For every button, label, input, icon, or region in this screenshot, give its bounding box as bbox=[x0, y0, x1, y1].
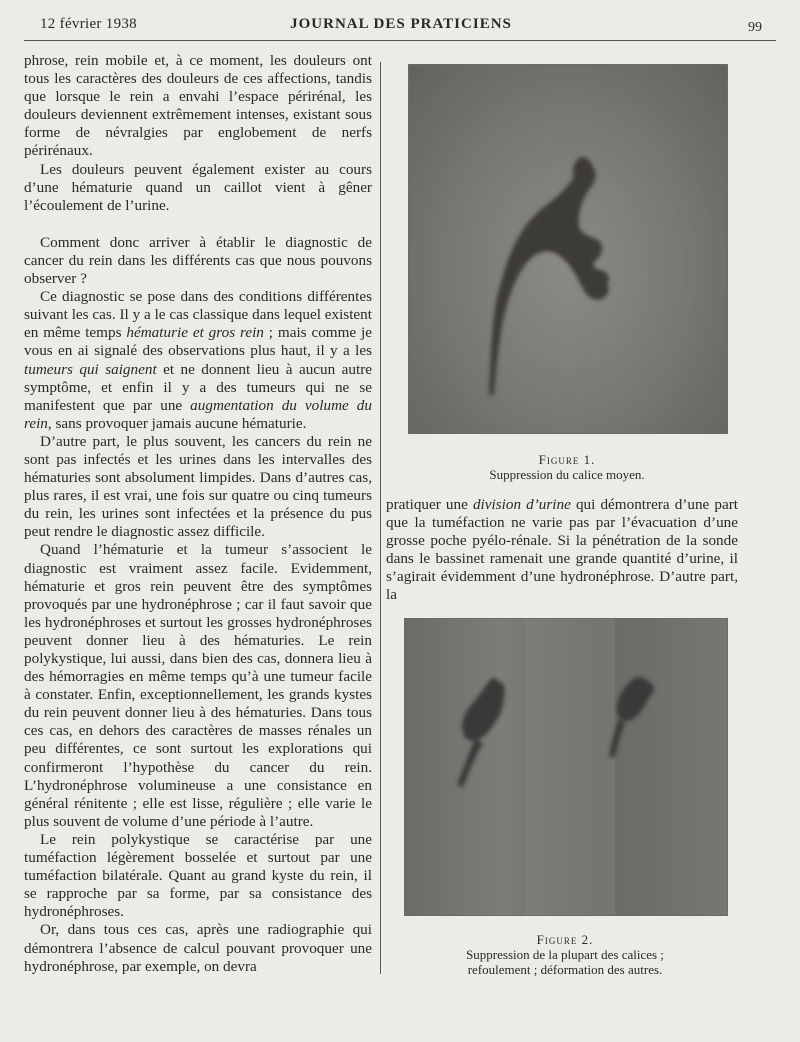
italic-term: division d’urine bbox=[472, 496, 571, 513]
paragraph: Les douleurs peuvent également exister au cours d’une hématurie quand un caillot vient à gêner l’écoulement de l’urine. bbox=[24, 160, 372, 214]
text-run: , sans provoquer jamais aucune hématurie. bbox=[47, 414, 307, 432]
right-column-text bbox=[386, 496, 738, 605]
page-number: 99 bbox=[748, 20, 762, 35]
radiograph-figure-2 bbox=[404, 618, 728, 916]
paragraph: Or, dans tous ces cas, après une radiographie qui démontrera l’absence de calcul pouvant provoquer une hydronéphrose, par exemple, on devra bbox=[24, 921, 372, 975]
issue-date: 12 février 1938 bbox=[40, 16, 137, 32]
paragraph: Le rein polykystique se caractérise par une tuméfaction légèrement bosselée et surtout par une tuméfaction bilatérale. Quant au grand kyste du rein, il se rapproche par sa forme, par sa consistance des hydronéphroses. bbox=[24, 830, 372, 921]
figure-2-caption bbox=[404, 932, 726, 977]
figure-2-caption-line: Suppression de la plupart des calices ; bbox=[466, 947, 664, 962]
column-divider bbox=[380, 62, 381, 974]
italic-term: augmentation du volume du rein bbox=[24, 396, 372, 432]
paragraph bbox=[386, 496, 738, 605]
figure-1-caption-text: Suppression du calice moyen. bbox=[489, 467, 645, 482]
italic-term: tumeurs qui saignent bbox=[24, 360, 157, 378]
text-run: ; mais comme je vous en ai signalé des observations plus haut, il y a les bbox=[24, 324, 372, 360]
text-run: Ce diagnostic se pose dans des conditions différentes suivant les cas. Il y a le cas classique dans lequel existent en même temps bbox=[24, 288, 372, 342]
header-rule bbox=[24, 40, 776, 41]
paragraph: Quand l’hématurie et la tumeur s’associent le diagnostic est vraiment assez facile. Evidemment, hématurie et gros rein peuvent être des symptômes provoqués par une hydronéphrose ; car il faut savoir que les hydronéphroses et surtout les grosses hydronéphroses peuvent donner lieu à des hématuries. Le rein polykystique, lui aussi, dans bien des cas, donnera lieu à des hémorragies en même temps qu’à une tumeur facile à constater. Enfin, exceptionnellement, les grands kystes du rein peuvent donner lieu à des hématuries. Dans tous ces cas, en dehors des caractères de masses rénales un peu différentes, ce sont surtout les explorations qui confirmeront l’hypothèse du cancer du rein. L’hydronéphrose volumineuse a une consistance en général rénitente ; elle est lisse, régulière ; elle varie le plus souvent de volume d’une période à l’autre. bbox=[24, 541, 372, 830]
figure-2-label: Figure 2. bbox=[536, 932, 594, 947]
radiograph-figure-1 bbox=[408, 64, 728, 434]
text-run: et ne donnent lieu à aucun autre symptôme, et enfin il y a des tumeurs qui ne se manifestent que par une bbox=[24, 360, 373, 414]
italic-term: hématurie et gros rein bbox=[126, 324, 264, 342]
paragraph: D’autre part, le plus souvent, les cancers du rein ne sont pas infectés et les urines dans les intervalles des hématuries sont absolument limpides. Dans d’autres cas, plus rares, il est vrai, une fois sur quatre ou cinq tumeurs du rein, les urines sont infectées et la présence du pus peut rendre le diagnostic assez difficile. bbox=[24, 432, 372, 541]
figure-2-caption-line: refoulement ; déformation des autres. bbox=[467, 962, 663, 977]
journal-title: JOURNAL DES PRATICIENS bbox=[290, 16, 512, 32]
radiograph-1-image bbox=[409, 65, 727, 433]
text-run: pratiquer une bbox=[386, 496, 473, 513]
figure-1-label: Figure 1. bbox=[538, 452, 596, 467]
figure-1-caption bbox=[408, 452, 726, 482]
paragraph: Comment donc arriver à établir le diagnostic de cancer du rein dans les différents cas que nous pouvons observer ? bbox=[24, 233, 372, 288]
text-run: qui démontrera d’une part que la tuméfaction ne varie pas par l’évacuation d’une grosse poche pyélo-rénale. Si la pénétration de la sonde dans le bassinet ramenait une grande quantité d’urine, il s’agirait évidemment d’une hydronéphrose. D’autre part, la bbox=[386, 496, 738, 604]
paragraph: phrose, rein mobile et, à ce moment, les douleurs ont tous les caractères des douleurs de ces affections, tandis que lorsque le rein a envahi l’espace périrénal, les douleurs deviennent extrêmement intenses, existant sous forme de névralgies par englobement de nerfs périrénaux. bbox=[24, 52, 372, 160]
radiograph-2-image bbox=[405, 619, 727, 915]
paragraph bbox=[24, 288, 372, 433]
left-column bbox=[24, 52, 372, 976]
page-header bbox=[40, 14, 762, 40]
